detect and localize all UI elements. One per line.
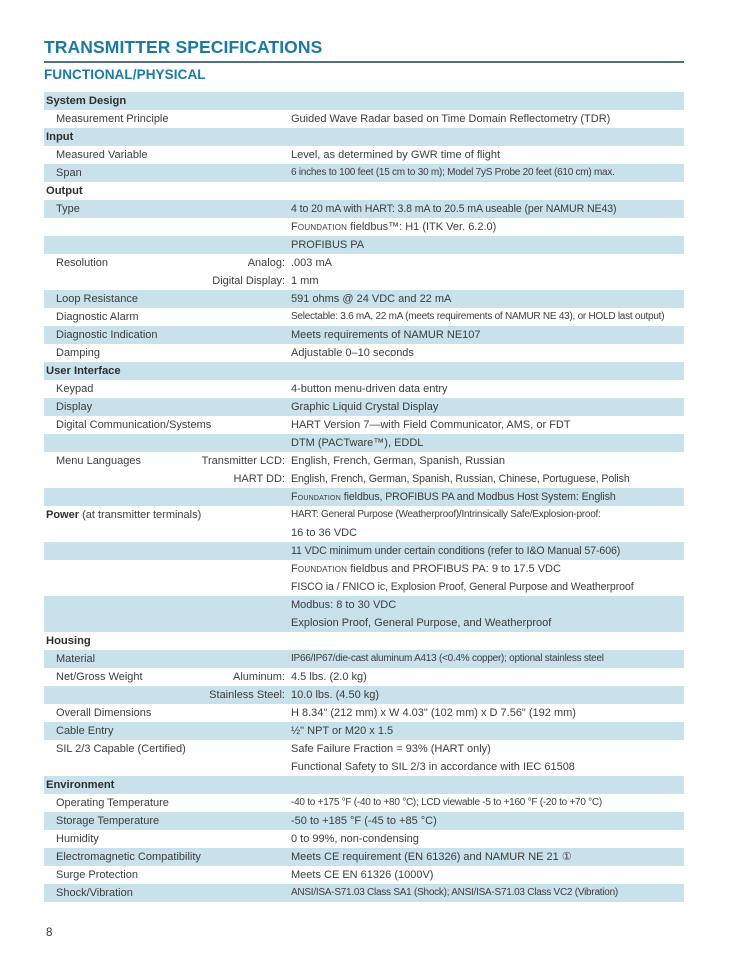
section-header-row <box>44 92 684 110</box>
spec-row <box>44 434 684 452</box>
spec-label: Menu Languages <box>56 455 142 467</box>
spec-label: SIL 2/3 Capable (Certified) <box>56 743 186 755</box>
spec-value-cell <box>291 506 684 542</box>
spec-label-cell <box>44 506 291 542</box>
spec-value: Modbus: 8 to 30 VDC <box>291 599 397 611</box>
spec-sublabel: Analog: <box>247 257 285 269</box>
spec-label-cell <box>44 308 291 326</box>
spec-label-cell <box>44 488 291 506</box>
spec-value: Meets CE requirement (EN 61326) and NAMUR NE 21 ① <box>291 851 572 863</box>
spec-value: HART: General Purpose (Weatherproof)/Intrinsically Safe/Explosion-proof: <box>291 509 601 520</box>
spec-label-cell <box>44 740 291 776</box>
spec-row <box>44 218 684 236</box>
foundation-wordmark: Foundation <box>291 491 341 503</box>
spec-label-cell <box>44 668 291 686</box>
spec-value: ANSI/ISA-S71.03 Class SA1 (Shock); ANSI/ISA-S71.03 Class VC2 (Vibration) <box>291 887 618 898</box>
section-title: Environment <box>46 779 115 791</box>
spec-label-cell <box>44 794 291 812</box>
spec-row <box>44 146 684 164</box>
page-title: TRANSMITTER SPECIFICATIONS <box>44 37 323 57</box>
spec-value: 11 VDC minimum under certain conditions (refer to I&O Manual 57-606) <box>291 545 621 557</box>
spec-row <box>44 308 684 326</box>
spec-label-cell <box>44 146 291 164</box>
spec-value-cell <box>291 740 684 776</box>
spec-value: IP66/IP67/die-cast aluminum A413 (<0.4% copper); optional stainless steel <box>291 653 604 664</box>
spec-value: English, French, German, Spanish, Russian, Chinese, Portuguese, Polish <box>291 473 630 485</box>
spec-label-cell <box>44 416 291 434</box>
spec-row <box>44 812 684 830</box>
spec-sublabel <box>44 614 285 632</box>
foundation-wordmark: Foundation <box>291 563 348 575</box>
spec-value: Foundation fieldbus and PROFIBUS PA: 9 to 17.5 VDC <box>291 563 561 575</box>
spec-value: Guided Wave Radar based on Time Domain Reflectometry (TDR) <box>291 113 611 125</box>
spec-sublabel <box>44 578 285 596</box>
spec-row <box>44 704 684 722</box>
spec-row <box>44 650 684 668</box>
spec-label-cell <box>44 830 291 848</box>
spec-label-cell <box>44 290 291 308</box>
section-title: System Design <box>46 95 127 107</box>
spec-label: Resolution <box>56 257 108 269</box>
spec-value: Level, as determined by GWR time of flight <box>291 149 501 161</box>
section-title: Input <box>46 131 74 143</box>
section-header-row <box>44 128 684 146</box>
spec-value-cell <box>291 254 684 290</box>
spec-label-cell <box>44 542 291 560</box>
spec-value-cell <box>291 560 684 596</box>
spec-sublabel <box>44 488 285 506</box>
spec-label-cell <box>44 848 291 866</box>
spec-row <box>44 542 684 560</box>
spec-value: ½" NPT or M20 x 1.5 <box>291 725 394 737</box>
spec-value: 4.5 lbs. (2.0 kg) <box>291 671 367 683</box>
section-header-row <box>44 776 684 794</box>
section-title: User Interface <box>46 365 121 377</box>
spec-sublabel <box>44 542 285 560</box>
spec-label: Diagnostic Indication <box>56 329 158 341</box>
spec-label: Power (at transmitter terminals) <box>46 509 202 521</box>
spec-sublabel <box>44 596 285 614</box>
spec-value: Selectable: 3.6 mA, 22 mA (meets requirements of NAMUR NE 43), or HOLD last output) <box>291 311 665 322</box>
spec-row <box>44 686 684 704</box>
spec-value-cell <box>291 452 684 488</box>
spec-value-cell <box>291 164 684 182</box>
spec-label: Measurement Principle <box>56 113 169 125</box>
spec-value-cell <box>291 722 684 740</box>
spec-label-cell <box>44 650 291 668</box>
spec-label: Type <box>56 203 80 215</box>
spec-value: -40 to +175 °F (-40 to +80 °C); LCD viewable -5 to +160 °F (-20 to +70 °C) <box>291 797 602 808</box>
spec-value-cell <box>291 236 684 254</box>
spec-label-cell <box>44 560 291 596</box>
spec-value-cell <box>291 146 684 164</box>
spec-label-cell <box>44 704 291 722</box>
spec-value-cell <box>291 830 684 848</box>
spec-value: 4-button menu-driven data entry <box>291 383 448 395</box>
spec-sublabel <box>44 758 285 776</box>
spec-label-cell <box>44 200 291 218</box>
spec-value-cell <box>291 290 684 308</box>
spec-row <box>44 236 684 254</box>
spec-value-cell <box>291 794 684 812</box>
spec-value-cell <box>291 686 684 704</box>
section-header-row <box>44 362 684 380</box>
page-subtitle: FUNCTIONAL/PHYSICAL <box>44 67 206 82</box>
spec-label-cell <box>44 236 291 254</box>
spec-row <box>44 326 684 344</box>
spec-value: Foundation fieldbus™: H1 (ITK Ver. 6.2.0) <box>291 221 497 233</box>
spec-value: 0 to 99%, non-condensing <box>291 833 419 845</box>
spec-label-cell <box>44 380 291 398</box>
spec-label: Span <box>56 167 82 179</box>
spec-row <box>44 110 684 128</box>
spec-label-cell <box>44 596 291 632</box>
spec-value: Adjustable 0–10 seconds <box>291 347 414 359</box>
spec-label: Damping <box>56 347 101 359</box>
spec-row <box>44 164 684 182</box>
spec-value-cell <box>291 110 684 128</box>
spec-label: Measured Variable <box>56 149 148 161</box>
spec-value-cell <box>291 812 684 830</box>
spec-value: 10.0 lbs. (4.50 kg) <box>291 689 380 701</box>
spec-value: 4 to 20 mA with HART: 3.8 mA to 20.5 mA useable (per NAMUR NE43) <box>291 203 617 215</box>
spec-row <box>44 794 684 812</box>
spec-sublabel: Stainless Steel: <box>209 689 285 701</box>
spec-label: Storage Temperature <box>56 815 160 827</box>
spec-row <box>44 722 684 740</box>
spec-value-cell <box>291 218 684 236</box>
spec-label: Humidity <box>56 833 99 845</box>
spec-row <box>44 596 684 632</box>
spec-value: 1 mm <box>291 275 319 287</box>
spec-sublabel: Aluminum: <box>233 671 285 683</box>
spec-value-cell <box>291 848 684 866</box>
spec-label-cell <box>44 398 291 416</box>
spec-value: 6 inches to 100 feet (15 cm to 30 m); Model 7yS Probe 20 feet (610 cm) max. <box>291 167 615 178</box>
page-number: 8 <box>46 927 53 939</box>
spec-row <box>44 884 684 902</box>
spec-sublabel <box>44 218 285 236</box>
spec-row <box>44 254 684 290</box>
spec-label-cell <box>44 686 291 704</box>
spec-label-cell <box>44 722 291 740</box>
section-header-row <box>44 632 684 650</box>
spec-label-cell <box>44 344 291 362</box>
spec-sublabel: Digital Display: <box>212 275 285 287</box>
spec-row <box>44 668 684 686</box>
spec-value: 591 ohms @ 24 VDC and 22 mA <box>291 293 452 305</box>
spec-value: English, French, German, Spanish, Russian <box>291 455 505 467</box>
spec-table <box>44 92 684 902</box>
spec-row <box>44 452 684 488</box>
spec-value: Functional Safety to SIL 2/3 in accordance with IEC 61508 <box>291 761 575 773</box>
spec-sublabel <box>44 434 285 452</box>
spec-row <box>44 416 684 434</box>
spec-value: DTM (PACTware™), EDDL <box>291 437 424 449</box>
spec-label-cell <box>44 884 291 902</box>
spec-value-cell <box>291 200 684 218</box>
spec-row <box>44 506 684 542</box>
spec-label-cell <box>44 812 291 830</box>
spec-sublabel <box>44 560 285 578</box>
spec-label-cell <box>44 434 291 452</box>
spec-value: 16 to 36 VDC <box>291 527 358 539</box>
section-title: Housing <box>46 635 91 647</box>
spec-value: Meets CE EN 61326 (1000V) <box>291 869 434 881</box>
spec-row <box>44 290 684 308</box>
spec-value: Graphic Liquid Crystal Display <box>291 401 439 413</box>
title-rule <box>44 61 684 63</box>
spec-value-cell <box>291 884 684 902</box>
spec-row <box>44 560 684 596</box>
section-header-row <box>44 182 684 200</box>
spec-row <box>44 344 684 362</box>
spec-value-cell <box>291 398 684 416</box>
spec-label-cell <box>44 452 291 488</box>
spec-value-cell <box>291 542 684 560</box>
spec-value: HART Version 7—with Field Communicator, AMS, or FDT <box>291 419 571 431</box>
spec-label: Material <box>56 653 96 665</box>
spec-label: Digital Communication/Systems <box>56 419 212 431</box>
spec-label: Surge Protection <box>56 869 138 881</box>
spec-value-cell <box>291 308 684 326</box>
spec-label: Net/Gross Weight <box>56 671 143 683</box>
spec-value: Explosion Proof, General Purpose, and Weatherproof <box>291 617 552 629</box>
spec-value: Foundation fieldbus, PROFIBUS PA and Modbus Host System: English <box>291 491 616 503</box>
spec-row <box>44 830 684 848</box>
spec-value-cell <box>291 866 684 884</box>
spec-label: Keypad <box>56 383 94 395</box>
spec-value-cell <box>291 668 684 686</box>
spec-value-cell <box>291 326 684 344</box>
spec-value: H 8.34" (212 mm) x W 4.03" (102 mm) x D 7.56" (192 mm) <box>291 707 576 719</box>
spec-sublabel <box>44 524 285 542</box>
spec-row <box>44 866 684 884</box>
spec-value-cell <box>291 650 684 668</box>
spec-row <box>44 200 684 218</box>
spec-value-cell <box>291 704 684 722</box>
spec-label-cell <box>44 218 291 236</box>
spec-label: Cable Entry <box>56 725 114 737</box>
spec-value-cell <box>291 380 684 398</box>
spec-label: Display <box>56 401 93 413</box>
spec-label: Overall Dimensions <box>56 707 152 719</box>
spec-value-cell <box>291 344 684 362</box>
section-title: Output <box>46 185 83 197</box>
spec-value-cell <box>291 434 684 452</box>
spec-sublabel <box>44 200 285 218</box>
spec-value: FISCO ia / FNICO ic, Explosion Proof, General Purpose and Weatherproof <box>291 581 634 593</box>
spec-value: Meets requirements of NAMUR NE107 <box>291 329 481 341</box>
spec-value: .003 mA <box>291 257 332 269</box>
spec-label: Loop Resistance <box>56 293 138 305</box>
spec-value-cell <box>291 596 684 632</box>
spec-sublabel: Transmitter LCD: <box>201 455 285 467</box>
spec-sublabel <box>44 236 285 254</box>
spec-value: -50 to +185 °F (-45 to +85 °C) <box>291 815 437 827</box>
spec-label: Diagnostic Alarm <box>56 311 139 323</box>
spec-value: PROFIBUS PA <box>291 239 365 251</box>
spec-label: Operating Temperature <box>56 797 169 809</box>
spec-value-cell <box>291 416 684 434</box>
spec-value: Safe Failure Fraction = 93% (HART only) <box>291 743 491 755</box>
spec-row <box>44 848 684 866</box>
spec-label-cell <box>44 110 291 128</box>
spec-sublabel: HART DD: <box>233 473 285 485</box>
spec-row <box>44 380 684 398</box>
spec-row <box>44 488 684 506</box>
spec-label-cell <box>44 866 291 884</box>
spec-label-cell <box>44 254 291 290</box>
spec-label: Shock/Vibration <box>56 887 133 899</box>
spec-label-cell <box>44 164 291 182</box>
spec-label-cell <box>44 326 291 344</box>
spec-row <box>44 398 684 416</box>
foundation-wordmark: Foundation <box>291 221 348 233</box>
spec-value-cell <box>291 488 684 506</box>
spec-row <box>44 740 684 776</box>
spec-label: Electromagnetic Compatibility <box>56 851 201 863</box>
